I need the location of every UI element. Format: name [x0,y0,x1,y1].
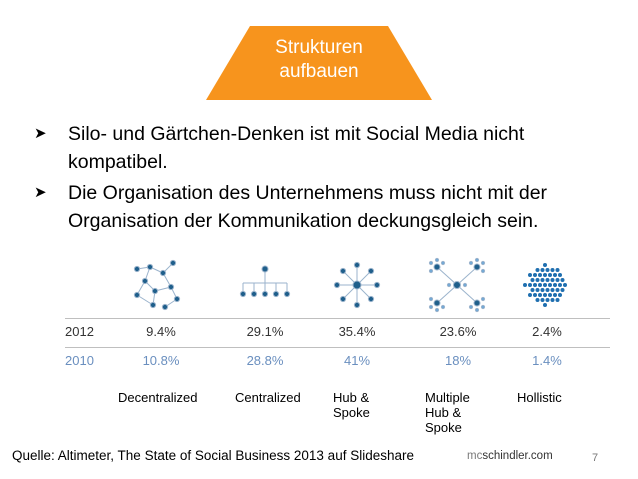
cluster-dot [561,278,565,282]
cluster-dot [561,288,565,292]
cluster-dot [556,268,560,272]
cluster-dot [528,273,532,277]
label-hub-spoke [333,390,370,420]
value-2010-hollistic: 1.4% [532,353,562,368]
cluster-dot [533,293,537,297]
centralized-network-icon [240,266,289,297]
bullet-item [34,120,624,176]
cluster-dot [548,283,552,287]
logo-suffix: schindler.com [482,450,553,462]
cluster-dot [546,268,550,272]
cluster-dot [553,293,557,297]
bullet-line: kompatibel. [68,151,168,173]
value-2010-multiple-hub-spoke: 18% [444,353,472,368]
cluster-dot [546,288,550,292]
cluster-dot [531,288,535,292]
cluster-dot [538,273,542,277]
arrow-bullet-icon: ➤ [34,184,47,201]
logo-prefix: mc [467,450,483,462]
cluster-dot [558,273,562,277]
cluster-dot [551,278,555,282]
label-hollistic: Hollistic [517,390,562,405]
cluster-dot [531,278,535,282]
value-2012-decentralized: 9.4% [146,324,176,339]
label-decentralized: Decentralized [118,390,198,405]
cluster-dot [546,278,550,282]
label-line: Hub & [333,390,370,405]
cluster-dot [543,303,547,307]
cluster-dot [528,283,532,287]
cluster-dot [551,268,555,272]
cluster-dot [553,273,557,277]
table-divider [65,318,610,319]
cluster-dot [533,273,537,277]
hollistic-cluster-icon [523,263,567,307]
cluster-dot [548,273,552,277]
mcschindler-logo [467,450,553,462]
bullet-text [68,120,624,176]
label-multiple-hub-spoke [425,390,470,435]
cluster-dot [543,263,547,267]
cluster-dot [546,298,550,302]
value-2012-multiple-hub-spoke: 23.6% [439,324,477,339]
bullet-list [34,120,624,238]
cluster-dot [536,288,540,292]
label-line: Hub & [425,405,462,420]
value-2012-hub-spoke: 35.4% [338,324,376,339]
cluster-dot [556,288,560,292]
page-number: 7 [592,452,599,464]
cluster-dot [556,278,560,282]
cluster-dot [541,268,545,272]
year-label: 2010 [65,353,94,368]
cluster-dot [558,283,562,287]
source-citation: Quelle: Altimeter, The State of Social Business 2013 auf Slideshare [12,448,414,463]
structure-icons [65,255,610,317]
hub-and-spoke-icon [334,262,379,307]
cluster-dot [553,283,557,287]
slide-title-line1: Strukturen [275,37,363,58]
slide-title [238,36,400,84]
value-2012-centralized: 29.1% [246,324,284,339]
label-line: Spoke [333,405,370,420]
cluster-dot [536,298,540,302]
slide-title-line2: aufbauen [279,61,359,82]
value-2012-hollistic: 2.4% [532,324,562,339]
cluster-dot [536,278,540,282]
cluster-dot [551,298,555,302]
label-line: Spoke [425,420,462,435]
cluster-dot [541,298,545,302]
table-divider [65,347,610,348]
cluster-dot [558,293,562,297]
structure-figure [65,255,610,380]
label-centralized: Centralized [235,390,301,405]
label-line: Multiple [425,390,470,405]
value-2010-decentralized: 10.8% [142,353,180,368]
cluster-dot [538,293,542,297]
bullet-item [34,179,624,235]
cluster-dot [548,293,552,297]
bullet-text [68,179,624,235]
value-2010-centralized: 28.8% [246,353,284,368]
cluster-dot [538,283,542,287]
cluster-dot [533,283,537,287]
cluster-dot [528,293,532,297]
cluster-dot [563,283,567,287]
cluster-dot [523,283,527,287]
decentralized-network-icon [134,260,179,309]
cluster-dot [541,288,545,292]
bullet-line: Die Organisation des Unternehmens muss nicht mit der [68,182,548,204]
multiple-hub-and-spoke-icon [429,258,484,311]
bullet-line: Silo- und Gärtchen-Denken ist mit Social Media nicht [68,123,525,145]
cluster-dot [551,288,555,292]
bullet-line: Organisation der Kommunikation deckungsgleich sein. [68,210,539,232]
arrow-bullet-icon: ➤ [34,125,47,142]
cluster-dot [541,278,545,282]
structure-labels [0,390,638,440]
cluster-dot [543,273,547,277]
cluster-dot [543,283,547,287]
cluster-dot [556,298,560,302]
value-2010-hub-spoke: 41% [343,353,371,368]
cluster-dot [543,293,547,297]
cluster-dot [536,268,540,272]
year-label: 2012 [65,324,94,339]
